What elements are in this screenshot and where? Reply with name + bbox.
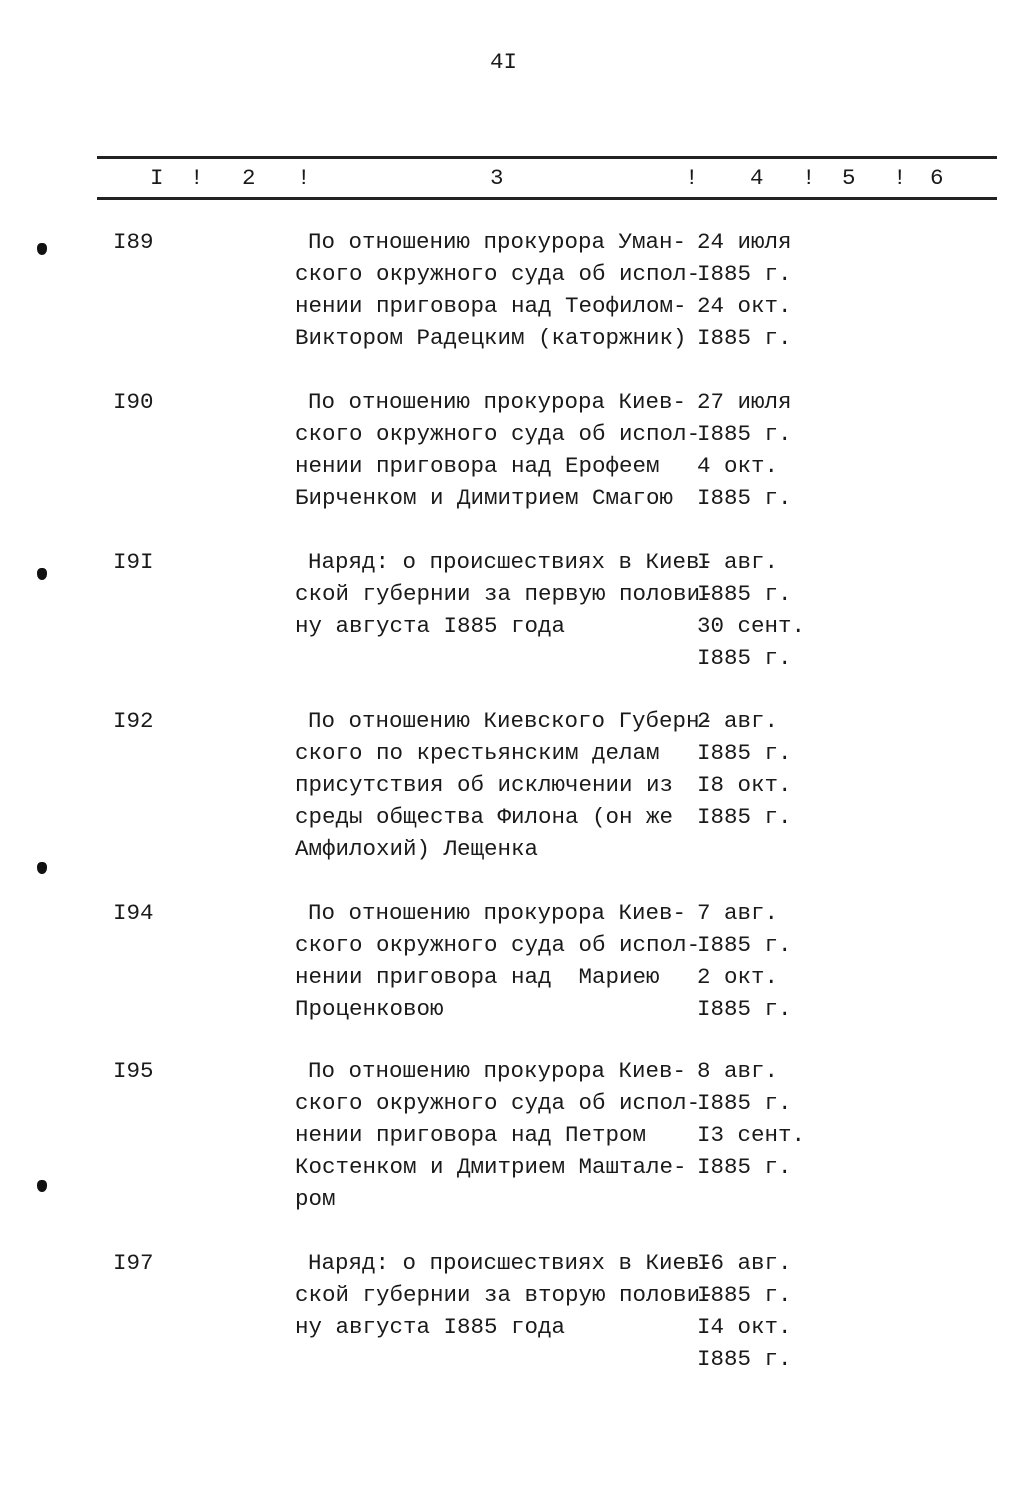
date-line: I авг. — [697, 549, 779, 575]
col-header-5: 5 — [842, 165, 856, 191]
separator: ! — [190, 165, 204, 191]
entry-description — [295, 1055, 700, 1215]
date-line: I885 г. — [697, 485, 792, 511]
date-line: I885 г. — [697, 645, 792, 671]
date-line: 2 авг. — [697, 708, 779, 734]
date-line: 24 окт. — [697, 293, 792, 319]
date-line: I885 г. — [697, 996, 792, 1022]
page-number: 4I — [490, 49, 518, 75]
entry-number: I92 — [113, 708, 154, 734]
binding-hole-mark — [37, 862, 47, 874]
date-line: 7 авг. — [697, 900, 779, 926]
col-header-3: 3 — [490, 165, 504, 191]
col-header-4: 4 — [750, 165, 764, 191]
entry-number: I95 — [113, 1058, 154, 1084]
entry-number: I9I — [113, 549, 154, 575]
date-line: 30 сент. — [697, 613, 806, 639]
description-line: ского окружного суда об испол- — [295, 932, 701, 958]
entry-description — [295, 546, 714, 642]
description-line: ну августа I885 года — [295, 1314, 566, 1340]
entry-description — [295, 1247, 714, 1343]
date-line: 4 окт. — [697, 453, 779, 479]
date-line: 24 июля — [697, 229, 792, 255]
description-line: ского по крестьянским делам — [295, 740, 660, 766]
entry-number: I97 — [113, 1250, 154, 1276]
entry-dates — [697, 897, 792, 1025]
description-line: По отношению прокурора Киев- — [308, 389, 687, 415]
date-line: I885 г. — [697, 804, 792, 830]
entry-dates — [697, 386, 792, 514]
description-line: По отношению Киевского Губерн- — [308, 708, 714, 734]
description-line: По отношению прокурора Киев- — [308, 900, 687, 926]
entry-number: I94 — [113, 900, 154, 926]
description-line: нении приговора над Теофилом- — [295, 293, 687, 319]
description-line: По отношению прокурора Уман- — [308, 229, 687, 255]
description-line: ну августа I885 года — [295, 613, 566, 639]
date-line: I885 г. — [697, 261, 792, 287]
header-top-rule — [97, 156, 997, 159]
date-line: 2 окт. — [697, 964, 779, 990]
entry-dates — [697, 226, 792, 354]
date-line: I885 г. — [697, 932, 792, 958]
entry-number: I90 — [113, 389, 154, 415]
date-line: 8 авг. — [697, 1058, 779, 1084]
description-line: Бирченком и Димитрием Смагою — [295, 485, 674, 511]
entry-description — [295, 705, 713, 865]
separator: ! — [685, 165, 699, 191]
date-line: I885 г. — [697, 1346, 792, 1372]
date-line: I885 г. — [697, 581, 792, 607]
header-bottom-rule — [97, 197, 997, 200]
date-line: I3 сент. — [697, 1122, 806, 1148]
description-line: Костенком и Дмитрием Маштале- — [295, 1154, 687, 1180]
description-line: нении приговора над Петром — [295, 1122, 647, 1148]
description-line: нении приговора над Мариею — [295, 964, 660, 990]
description-line: среды общества Филона (он же — [295, 804, 674, 830]
description-line: ской губернии за вторую полови- — [295, 1282, 714, 1308]
date-line: I4 окт. — [697, 1314, 792, 1340]
col-header-2: 2 — [242, 165, 256, 191]
separator: ! — [802, 165, 816, 191]
entry-dates — [697, 546, 805, 674]
description-line: ского окружного суда об испол- — [295, 1090, 701, 1116]
separator: ! — [893, 165, 907, 191]
description-line: нении приговора над Ерофеем — [295, 453, 660, 479]
entry-description — [295, 897, 700, 1025]
description-line: ской губернии за первую полови- — [295, 581, 714, 607]
date-line: I885 г. — [697, 421, 792, 447]
entry-dates — [697, 705, 792, 833]
binding-hole-mark — [37, 243, 47, 255]
description-line: Наряд: о происшествиях в Киев- — [308, 549, 714, 575]
binding-hole-mark — [37, 1180, 47, 1192]
date-line: I885 г. — [697, 1154, 792, 1180]
description-line: ского окружного суда об испол- — [295, 261, 701, 287]
description-line: Амфилохий) Лещенка — [295, 836, 539, 862]
description-line: По отношению прокурора Киев- — [308, 1058, 687, 1084]
description-line: Наряд: о происшествиях в Киев- — [308, 1250, 714, 1276]
entry-number: I89 — [113, 229, 154, 255]
separator: ! — [297, 165, 311, 191]
date-line: 27 июля — [697, 389, 792, 415]
date-line: I885 г. — [697, 1282, 792, 1308]
description-line: ского окружного суда об испол- — [295, 421, 701, 447]
col-header-6: 6 — [930, 165, 944, 191]
date-line: I885 г. — [697, 1090, 792, 1116]
entry-description — [295, 226, 700, 354]
entry-dates — [697, 1055, 805, 1183]
description-line: присутствия об исключении из — [295, 772, 674, 798]
entry-dates — [697, 1247, 792, 1375]
col-header-1: I — [150, 165, 164, 191]
description-line: Виктором Радецким (каторжник) — [295, 325, 687, 351]
date-line: I885 г. — [697, 740, 792, 766]
date-line: I885 г. — [697, 325, 792, 351]
date-line: I8 окт. — [697, 772, 792, 798]
date-line: I6 авг. — [697, 1250, 792, 1276]
description-line: ром — [295, 1186, 336, 1212]
binding-hole-mark — [37, 568, 47, 580]
entry-description — [295, 386, 700, 514]
description-line: Проценковою — [295, 996, 444, 1022]
